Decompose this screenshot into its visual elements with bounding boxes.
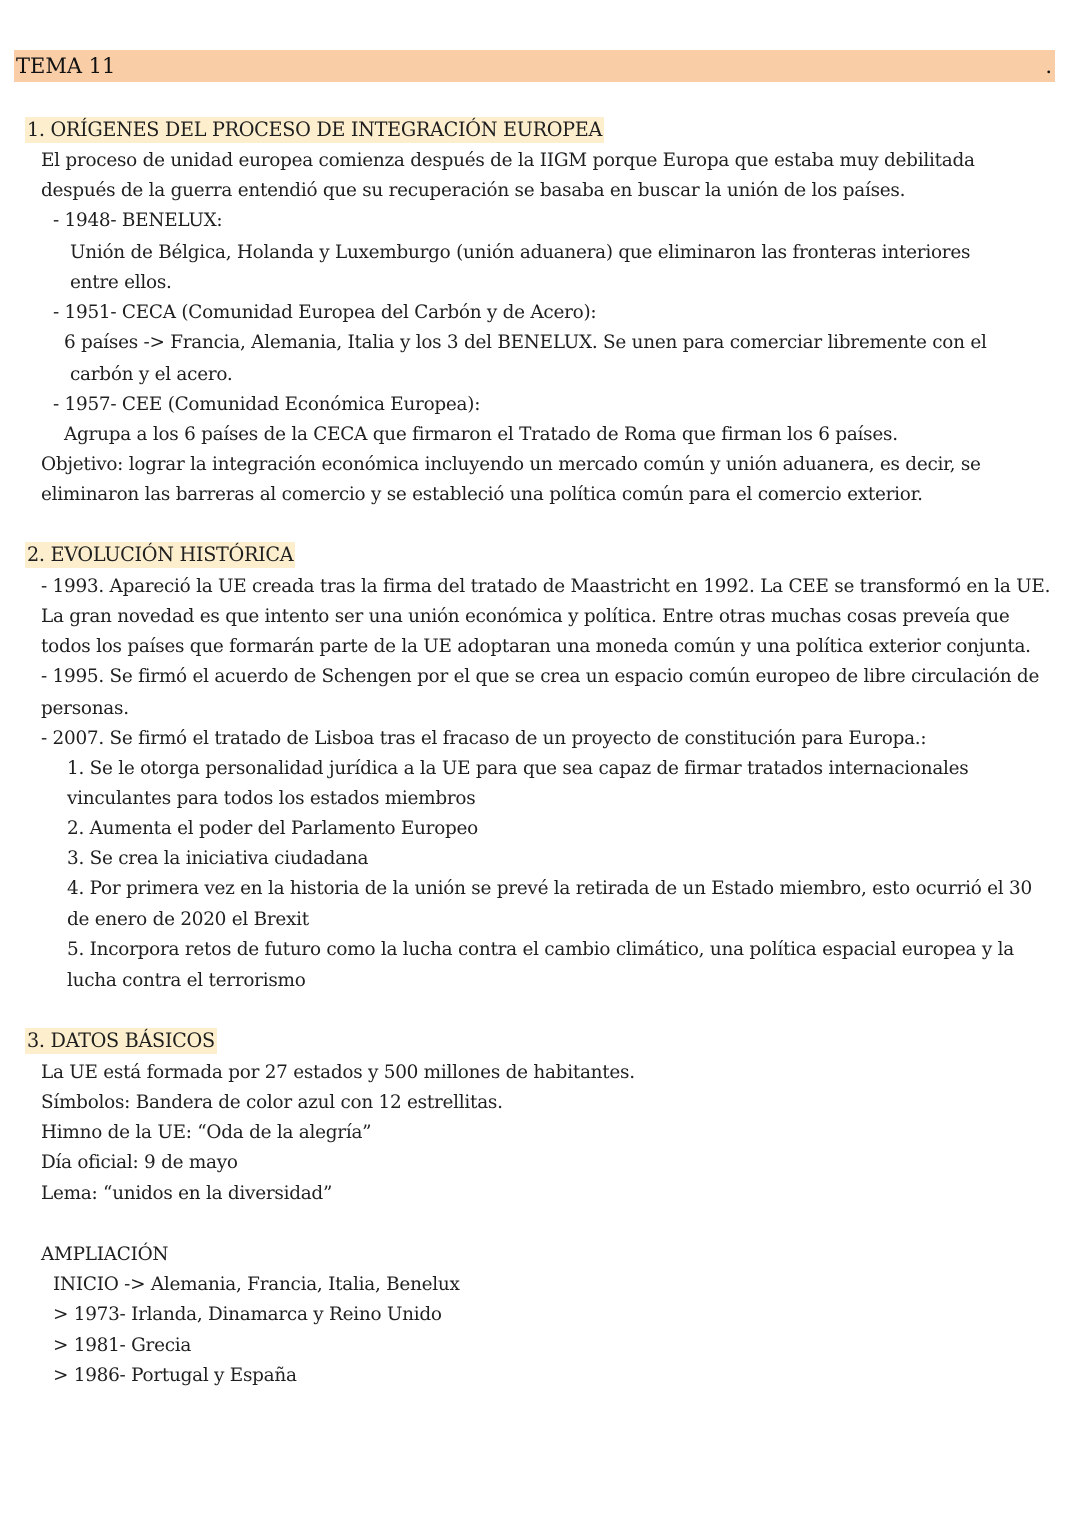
text-line: Unión de Bélgica, Holanda y Luxemburgo (unión aduanera) que eliminaron las fronteras interiores [70,242,971,263]
list-item: 5. Incorpora retos de futuro como la lucha contra el cambio climático, una política espacial europea y la [67,939,1014,960]
list-item: - 1957- CEE (Comunidad Económica Europea): [53,394,481,415]
title-banner [14,50,1055,82]
list-item: 3. Se crea la iniciativa ciudadana [67,848,369,869]
text-line: La gran novedad es que intento ser una unión económica y política. Entre otras muchas cosas preveía que [41,606,1010,627]
list-item: - 1995. Se firmó el acuerdo de Schengen por el que se crea un espacio común europeo de libre circulación de [41,666,1040,687]
list-item: 2. Aumenta el poder del Parlamento Europeo [67,818,479,839]
text-line: Objetivo: lograr la integración económica incluyendo un mercado común y unión aduanera, es decir, se [41,454,981,475]
text-line: vinculantes para todos los estados miembros [67,788,476,809]
list-item: > 1981- Grecia [53,1335,192,1356]
list-item: - 1951- CECA (Comunidad Europea del Carbón y de Acero): [53,302,597,323]
text-line: Himno de la UE: “Oda de la alegría” [41,1122,372,1143]
list-item: 4. Por primera vez en la historia de la unión se prevé la retirada de un Estado miembro, esto ocurrió el 30 [67,878,1032,899]
list-item: 1. Se le otorga personalidad jurídica a la UE para que sea capaz de firmar tratados internacionales [67,758,969,779]
text-line: Día oficial: 9 de mayo [41,1152,238,1173]
text-line: entre ellos. [70,272,172,293]
text-line: de enero de 2020 el Brexit [67,909,309,930]
text-line: eliminaron las barreras al comercio y se estableció una política común para el comercio exterior. [41,484,923,505]
banner-dot: . [1045,54,1052,78]
text-line: La UE está formada por 27 estados y 500 millones de habitantes. [41,1062,635,1083]
section-2-heading: 2. EVOLUCIÓN HISTÓRICA [27,543,294,566]
text-line: personas. [41,698,129,719]
text-line: después de la guerra entendió que su recuperación se basaba en buscar la unión de los países. [41,180,906,201]
list-item: - 1993. Apareció la UE creada tras la firma del tratado de Maastricht en 1992. La CEE se transformó en la UE. [41,576,1051,597]
text-line: Símbolos: Bandera de color azul con 12 estrellitas. [41,1092,503,1113]
list-item: > 1986- Portugal y España [53,1365,297,1386]
list-item: > 1973- Irlanda, Dinamarca y Reino Unido [53,1304,442,1325]
text-line: lucha contra el terrorismo [67,970,306,991]
text-line: todos los países que formarán parte de la UE adoptaran una moneda común y una política exterior conjunta. [41,636,1031,657]
page-title: TEMA 11 [16,54,116,78]
text-line: El proceso de unidad europea comienza después de la IIGM porque Europa que estaba muy debilitada [41,150,975,171]
section-1-heading: 1. ORÍGENES DEL PROCESO DE INTEGRACIÓN EUROPEA [27,118,603,141]
list-item: - 2007. Se firmó el tratado de Lisboa tras el fracaso de un proyecto de constitución para Europa.: [41,728,927,749]
list-item: - 1948- BENELUX: [53,210,223,231]
section-3-heading: 3. DATOS BÁSICOS [27,1029,215,1052]
text-line: 6 países -> Francia, Alemania, Italia y los 3 del BENELUX. Se unen para comerciar libremente con el [64,332,987,353]
text-line: carbón y el acero. [70,364,233,385]
list-item: INICIO -> Alemania, Francia, Italia, Benelux [53,1274,460,1295]
text-line: Lema: “unidos en la diversidad” [41,1183,333,1204]
subheading: AMPLIACIÓN [41,1244,169,1265]
text-line: Agrupa a los 6 países de la CECA que firmaron el Tratado de Roma que firman los 6 países. [64,424,898,445]
